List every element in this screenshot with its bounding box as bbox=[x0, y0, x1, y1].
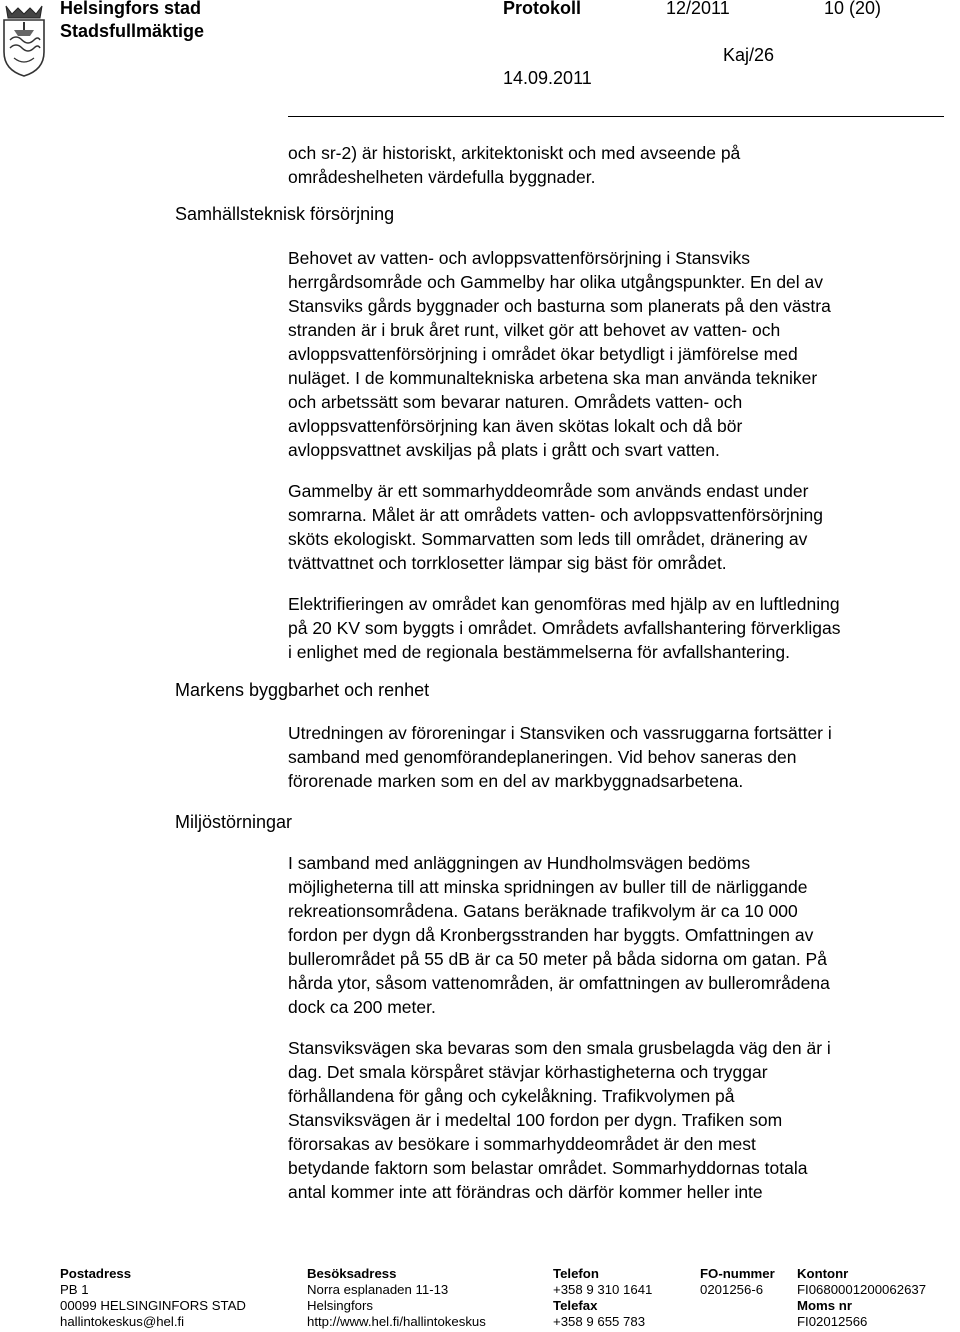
text-line: avloppsvattenförsörjning i området ökar betydligt i jämförelse med bbox=[288, 344, 798, 364]
footer-value: 00099 HELSINGINFORS STAD bbox=[60, 1298, 246, 1313]
footer-label: Kontonr bbox=[797, 1266, 849, 1281]
footer-label: Besöksadress bbox=[307, 1266, 397, 1281]
footer-value: Norra esplanaden 11-13 bbox=[307, 1282, 449, 1297]
text-line: nuläget. I de kommunaltekniska arbetena ska man använda tekniker bbox=[288, 368, 818, 388]
text-line: möjligheterna till att minska spridningen av buller till de närliggande bbox=[288, 877, 808, 897]
text-line: förorenade marken som en del av markbyggnadsarbetena. bbox=[288, 771, 744, 791]
footer-value: FI0680001200062637 bbox=[797, 1282, 927, 1297]
footer-label: FO-nummer bbox=[700, 1266, 775, 1281]
text-line: förhållandena för gång och cykelåkning. Trafikvolymen på bbox=[288, 1086, 735, 1106]
text-line: rekreationsområdena. Gatans beräknade trafikvolym är ca 10 000 bbox=[288, 901, 798, 921]
footer-value: +358 9 310 1641 bbox=[553, 1282, 653, 1297]
item-number: Kaj/26 bbox=[723, 45, 775, 65]
text-line: och sr-2) är historiskt, arkitektoniskt och med avseende på bbox=[288, 143, 741, 163]
page-number: 10 (20) bbox=[824, 0, 882, 18]
footer-kontonr bbox=[797, 1266, 926, 1330]
doc-type: Protokoll bbox=[503, 0, 582, 18]
footer-postadress bbox=[60, 1266, 246, 1330]
paragraph-contamination bbox=[288, 721, 948, 793]
org-name: Helsingfors stad bbox=[60, 0, 202, 18]
footer-label: Postadress bbox=[60, 1266, 132, 1281]
text-line: områdeshelheten värdefulla byggnader. bbox=[288, 167, 596, 187]
footer-label: Telefon bbox=[553, 1266, 599, 1281]
meeting-date: 14.09.2011 bbox=[503, 68, 592, 88]
text-line: Stansviksvägen ska bevaras som den smala grusbelagda väg den är i bbox=[288, 1038, 831, 1058]
text-line: hårda ytor, såsom vattenområden, är omfattningen av bullerområdena bbox=[288, 973, 830, 993]
text-line: sköts ekologiskt. Sommarvatten som leds till området, dränering av bbox=[288, 529, 808, 549]
text-line: Stansviks gårds byggnader och basturna som planerats på den västra bbox=[288, 296, 831, 316]
footer-fo-nummer bbox=[700, 1266, 775, 1298]
text-line: herrgårdsområde och Gammelby har olika utgångspunkter. En del av bbox=[288, 272, 824, 292]
footer-value: 0201256-6 bbox=[700, 1282, 764, 1297]
footer-value: FI02012566 bbox=[797, 1314, 868, 1329]
text-line: i enlighet med de regionala bestämmelserna för avfallshantering. bbox=[288, 642, 790, 662]
text-line: betydande faktorn som belastar området. Sommarhyddornas totala bbox=[288, 1158, 808, 1178]
text-line: antal kommer inte att förändras och därför kommer heller inte bbox=[288, 1182, 763, 1202]
heading-markens-byggbarhet: Markens byggbarhet och renhet bbox=[175, 680, 430, 700]
paragraph-intro bbox=[288, 141, 948, 189]
helsinki-coat-of-arms-logo bbox=[0, 0, 48, 78]
footer-email-link[interactable]: hallintokeskus@hel.fi bbox=[60, 1314, 185, 1329]
paragraph-gammelby bbox=[288, 479, 948, 575]
text-line: dock ca 200 meter. bbox=[288, 997, 436, 1017]
text-line: avloppsvattenförsörjning kan även skötas lokalt och då bör bbox=[288, 416, 743, 436]
protocol-number: 12/2011 bbox=[666, 0, 730, 18]
heading-samhallsteknisk: Samhällsteknisk försörjning bbox=[175, 204, 395, 224]
footer-value: PB 1 bbox=[60, 1282, 89, 1297]
footer-telefon bbox=[553, 1266, 652, 1330]
paragraph-stansviksvagen bbox=[288, 1036, 948, 1204]
text-line: somrarna. Målet är att områdets vatten- och avloppsvattenförsörjning bbox=[288, 505, 823, 525]
text-line: dag. Det smala körspåret stävjar körhastigheterna och tryggar bbox=[288, 1062, 768, 1082]
paragraph-noise bbox=[288, 851, 948, 1019]
footer-website-link[interactable]: http://www.hel.fi/hallintokeskus bbox=[307, 1314, 486, 1329]
text-line: I samband med anläggningen av Hundholmsvägen bedöms bbox=[288, 853, 751, 873]
text-line: Stansviksvägen är i medeltal 100 fordon per dygn. Trafiken som bbox=[288, 1110, 783, 1130]
text-line: Behovet av vatten- och avloppsvattenförsörjning i Stansviks bbox=[288, 248, 751, 268]
footer-label: Telefax bbox=[553, 1298, 598, 1313]
footer-label: Moms nr bbox=[797, 1298, 852, 1313]
text-line: samband med genomförandeplaneringen. Vid behov saneras den bbox=[288, 747, 797, 767]
footer-besoksadress bbox=[307, 1266, 486, 1330]
text-line: avloppsvattnet avskiljas på plats i grått och svart vatten. bbox=[288, 440, 720, 460]
body-name: Stadsfullmäktige bbox=[60, 21, 205, 41]
paragraph-electrification bbox=[288, 592, 948, 664]
text-line: tvättvattnet och torrklosetter lämpar sig bäst för området. bbox=[288, 553, 727, 573]
text-line: på 20 KV som byggts i området. Områdets avfallshantering förverkligas bbox=[288, 618, 841, 638]
text-line: bullerområdet på 55 dB är ca 50 meter på båda sidorna om gatan. På bbox=[288, 949, 827, 969]
text-line: fordon per dygn då Kronbergsstranden har byggts. Omfattningen av bbox=[288, 925, 814, 945]
footer-value: Helsingfors bbox=[307, 1298, 373, 1313]
text-line: Utredningen av föroreningar i Stansviken och vassruggarna fortsätter i bbox=[288, 723, 832, 743]
header-rule bbox=[288, 116, 944, 117]
paragraph-water-supply bbox=[288, 246, 948, 462]
heading-miljostorningar: Miljöstörningar bbox=[175, 812, 293, 832]
text-line: förorsakas av besökare i sommarhyddeområdet är den mest bbox=[288, 1134, 756, 1154]
footer-value: +358 9 655 783 bbox=[553, 1314, 646, 1329]
text-line: stranden är i bruk året runt, vilket gör att behovet av vatten- och bbox=[288, 320, 781, 340]
text-line: Elektrifieringen av området kan genomföras med hjälp av en luftledning bbox=[288, 594, 840, 614]
text-line: Gammelby är ett sommarhyddeområde som används endast under bbox=[288, 481, 809, 501]
text-line: och arbetssätt som bevarar naturen. Områdets vatten- och bbox=[288, 392, 743, 412]
